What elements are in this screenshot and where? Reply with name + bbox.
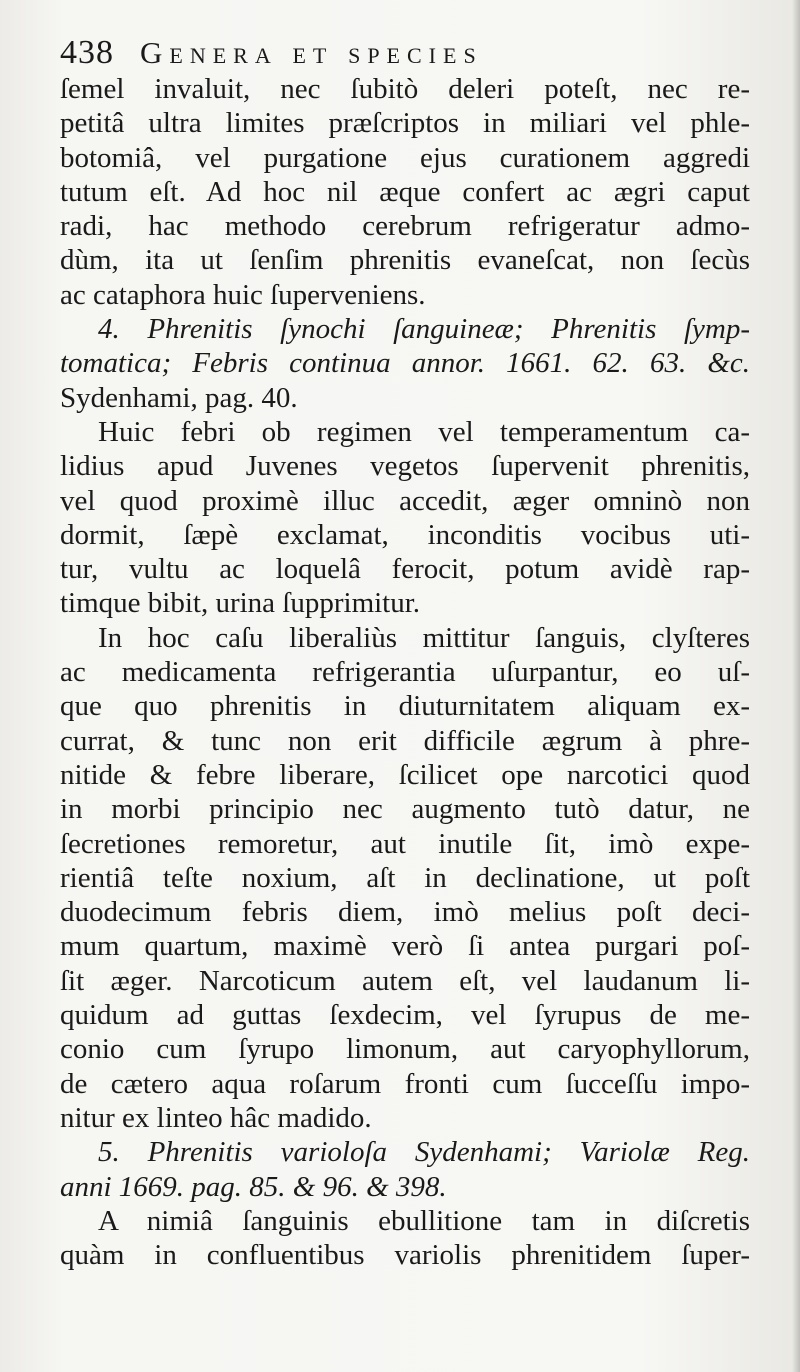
text-line: quidum ad guttas ſexdecim, vel ſyrupus de me- — [60, 999, 750, 1032]
text-line: ſit æger. Narcoticum autem eſt, vel laudanum li- — [60, 964, 750, 997]
text-line: petitâ ultra limites præſcriptos in miliari vel phle- — [60, 107, 750, 140]
text-line: ſecretiones remoretur, aut inutile ſit, imò expe- — [60, 827, 750, 860]
text-line: mum quartum, maximè verò ſi antea purgari poſ- — [60, 930, 750, 963]
text-line: Huic febri ob regimen vel temperamentum ca- — [98, 415, 750, 448]
text-line: nitur ex linteo hâc madido. — [60, 1101, 372, 1134]
text-line: in morbi principio nec augmento tutò datur, ne — [60, 793, 750, 826]
text-line: nitide & febre liberare, ſcilicet ope narcotici quod — [60, 758, 750, 791]
text-line: 4. Phrenitis ſynochi ſanguineæ; Phrenitis ſymp- — [98, 313, 750, 346]
page-number: 438 — [60, 34, 114, 71]
text-line: conio cum ſyrupo limonum, aut caryophyllorum, — [60, 1033, 750, 1066]
text-line: ſemel invaluit, nec ſubitò deleri poteſt, nec re- — [60, 73, 750, 105]
paragraph-3 — [60, 415, 750, 621]
text-line: tutum eſt. Ad hoc nil æque confert ac ægri caput — [60, 175, 750, 208]
text-line: In hoc caſu liberaliùs mittitur ſanguis, clyſteres — [98, 621, 750, 654]
paragraph-4 — [60, 621, 750, 1135]
text-line: quàm in confluentibus variolis phrenitidem ſuper- — [60, 1239, 750, 1272]
paragraph-1 — [60, 72, 750, 312]
text-line: currat, & tunc non erit difficile ægrum à phre- — [60, 724, 750, 757]
section-heading-5 — [60, 1135, 750, 1204]
text-line: vel quod proximè illuc accedit, æger omninò non — [60, 484, 750, 517]
text-line: A nimiâ ſanguinis ebullitione tam in diſcretis — [98, 1204, 750, 1237]
text-line: de cætero aqua roſarum fronti cum ſucceſſu impo- — [60, 1067, 750, 1100]
text-line: lidius apud Juvenes vegetos ſupervenit phrenitis, — [60, 450, 750, 483]
body-text — [60, 72, 750, 1272]
text-line: Sydenhami, pag. 40. — [60, 381, 298, 414]
text-line: dormit, ſæpè exclamat, inconditis vocibus uti- — [60, 518, 750, 551]
text-line: 5. Phrenitis varioloſa Sydenhami; Variolæ Reg. — [98, 1136, 750, 1169]
paragraph-6 — [60, 1204, 750, 1273]
text-line: rientiâ teſte noxium, aſt in declinatione, ut poſt — [60, 861, 750, 894]
text-line: anni 1669. pag. 85. & 96. & 398. — [60, 1170, 447, 1203]
text-line: ac medicamenta refrigerantia uſurpantur, eo uſ- — [60, 656, 750, 689]
text-line: ac cataphora huic ſuperveniens. — [60, 278, 426, 311]
text-line: duodecimum febris diem, imò melius poſt deci- — [60, 896, 750, 929]
text-line: tur, vultu ac loquelâ ferocit, potum avidè rap- — [60, 553, 750, 586]
text-line: que quo phrenitis in diuturnitatem aliquam ex- — [60, 690, 750, 723]
text-line: dùm, ita ut ſenſim phrenitis evaneſcat, non ſecùs — [60, 244, 750, 277]
text-line: timque bibit, urina ſupprimitur. — [60, 587, 421, 620]
text-line: botomiâ, vel purgatione ejus curationem aggredi — [60, 141, 750, 174]
text-line: tomatica; Febris continua annor. 1661. 62. 63. &c. — [60, 347, 750, 380]
running-title: Genera et species — [140, 35, 483, 70]
text-line: radi, hac methodo cerebrum refrigeratur admo- — [60, 210, 750, 243]
section-heading-4 — [60, 312, 750, 415]
